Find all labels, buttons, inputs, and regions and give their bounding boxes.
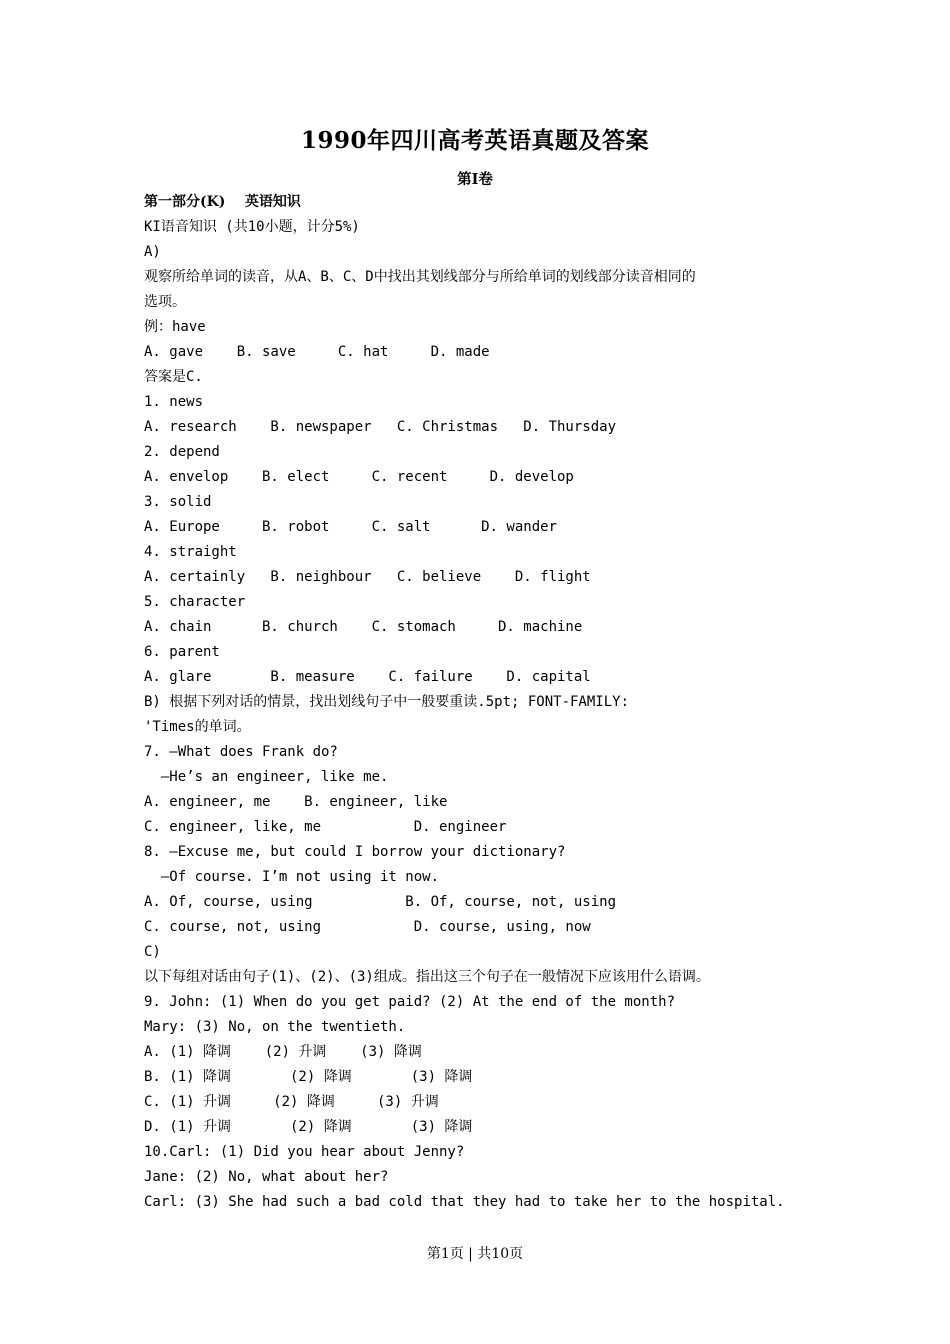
options-line: A. glare B. measure C. failure D. capital [144, 669, 591, 685]
options-line: A. research B. newspaper C. Christmas D. Thursday [144, 419, 617, 435]
question-line: 9. John: (1) When do you get paid? (2) At the end of the month? [144, 994, 676, 1010]
options-line: C. (1) 升调 (2) 降调 (3) 升调 [144, 1094, 439, 1110]
options-line: A. engineer, me B. engineer, like [144, 794, 448, 810]
question-line: 7. —What does Frank do? [144, 744, 338, 760]
section-heading: 第一部分(K) 英语知识 [144, 194, 301, 210]
options-line: A. Of, course, using B. Of, course, not, using [144, 894, 617, 910]
options-line: A. (1) 降调 (2) 升调 (3) 降调 [144, 1044, 422, 1060]
question-line: 2. depend [144, 444, 220, 460]
question-line: 5. character [144, 594, 246, 610]
document-subtitle: 第I卷 [457, 171, 493, 188]
example-answer: 答案是C. [144, 369, 203, 385]
part-instruction: B) 根据下列对话的情景，找出划线句子中一般要重读.5pt; FONT-FAMILY: [144, 694, 630, 710]
page-footer: 第1页 | 共10页 [426, 1246, 524, 1262]
document-body [144, 190, 834, 1215]
options-line: A. certainly B. neighbour C. believe D. flight [144, 569, 591, 585]
options-line: C. course, not, using D. course, using, now [144, 919, 591, 935]
dialogue-line: —He’s an engineer, like me. [144, 769, 389, 785]
options-line: A. Europe B. robot C. salt D. wander [144, 519, 558, 535]
options-line: C. engineer, like, me D. engineer [144, 819, 507, 835]
question-line: 10.Carl: (1) Did you hear about Jenny? [144, 1144, 465, 1160]
options-line: D. (1) 升调 (2) 降调 (3) 降调 [144, 1119, 473, 1135]
part-label: A) [144, 244, 161, 260]
question-line: 4. straight [144, 544, 237, 560]
section-subheading: KI语音知识 (共10小题，计分5%) [144, 219, 360, 235]
options-line: B. (1) 降调 (2) 降调 (3) 降调 [144, 1069, 473, 1085]
options-line: A. envelop B. elect C. recent D. develop [144, 469, 574, 485]
part-label: C) [144, 944, 161, 960]
dialogue-line: —Of course. I’m not using it now. [144, 869, 440, 885]
document-title: 1990年四川高考英语真题及答案 [300, 127, 649, 154]
question-line: 8. —Excuse me, but could I borrow your dictionary? [144, 844, 566, 860]
options-line: A. chain B. church C. stomach D. machine [144, 619, 583, 635]
part-instruction: 以下每组对话由句子(1)、(2)、(3)组成。指出这三个句子在一般情况下应该用什么语调。 [144, 969, 710, 985]
question-line: 3. solid [144, 494, 212, 510]
question-line: 6. parent [144, 644, 220, 660]
question-line: 1. news [144, 394, 204, 410]
dialogue-line: Jane: (2) No, what about her? [144, 1169, 389, 1185]
example-options: A. gave B. save C. hat D. made [144, 344, 490, 360]
dialogue-line: Mary: (3) No, on the twentieth. [144, 1019, 406, 1035]
dialogue-line: Carl: (3) She had such a bad cold that they had to take her to the hospital. [144, 1194, 785, 1210]
instruction-line: 选项。 [144, 294, 186, 310]
example-word: 例：have [144, 319, 206, 335]
instruction-line: 观察所给单词的读音，从A、B、C、D中找出其划线部分与所给单词的划线部分读音相同的 [144, 269, 696, 285]
part-instruction: 'Times的单词。 [144, 719, 251, 735]
